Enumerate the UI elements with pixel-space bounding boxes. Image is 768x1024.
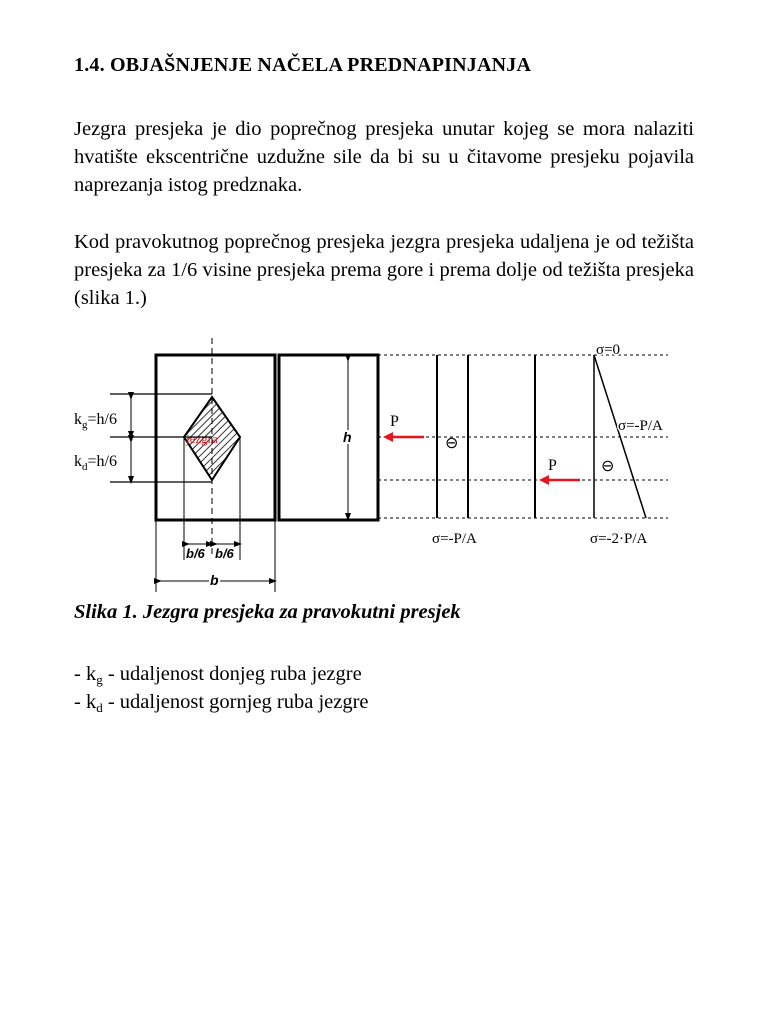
force-label-2: P (548, 457, 557, 474)
core-diamond (184, 397, 240, 480)
sigma-double-label: σ=-2·P/A (590, 531, 648, 547)
section-heading: 1.4. OBJAŠNJENJE NAČELA PREDNAPINJANJA (74, 54, 532, 76)
b-label: b (210, 572, 219, 588)
definitions-list (74, 660, 369, 716)
b6-left-label: b/6 (186, 546, 205, 561)
sigma-uniform-label: σ=-P/A (432, 531, 477, 547)
side-view (279, 355, 378, 520)
stress-diagram-triangular (535, 342, 663, 547)
sigma-zero-label: σ=0 (596, 342, 621, 358)
kg-label: $k_g=h/6$ (74, 411, 117, 431)
sigma-mid-label: σ=-P/A (618, 418, 663, 434)
h-label: h (343, 429, 352, 445)
figure-core-diagram (0, 330, 768, 600)
kd-label: $k_d=h/6$ (74, 453, 117, 473)
figure-caption: Slika 1. Jezgra presjeka za pravokutni presjek (74, 601, 461, 623)
paragraph-core-definition: Jezgra presjeka je dio poprečnog presjeka unutar kojeg se mora nalaziti hvatište ekscentrične uzdužne sile da bi su u čitavome presjeku pojavila naprezanja istog predznaka. (74, 118, 694, 196)
b6-right-label: b/6 (215, 546, 234, 561)
definition-kg: - $k_g$ - udaljenost donjeg ruba jezgre (74, 663, 362, 687)
definition-kd: - $k_d$ - udaljenost gornjeg ruba jezgre (74, 691, 369, 715)
minus-sign-2: ⊖ (601, 456, 615, 475)
minus-sign-1: ⊖ (445, 433, 459, 452)
force-arrows (383, 413, 580, 485)
force-label-1: P (390, 413, 399, 430)
paragraph-rectangular-section: Kod pravokutnog poprečnog presjeka jezgra presjeka udaljena je od težišta presjeka za 1/6 visine presjeka prema gore i prema dolje od težišta presjeka (slika 1.) (74, 231, 694, 309)
core-label: jezgra (186, 431, 218, 446)
